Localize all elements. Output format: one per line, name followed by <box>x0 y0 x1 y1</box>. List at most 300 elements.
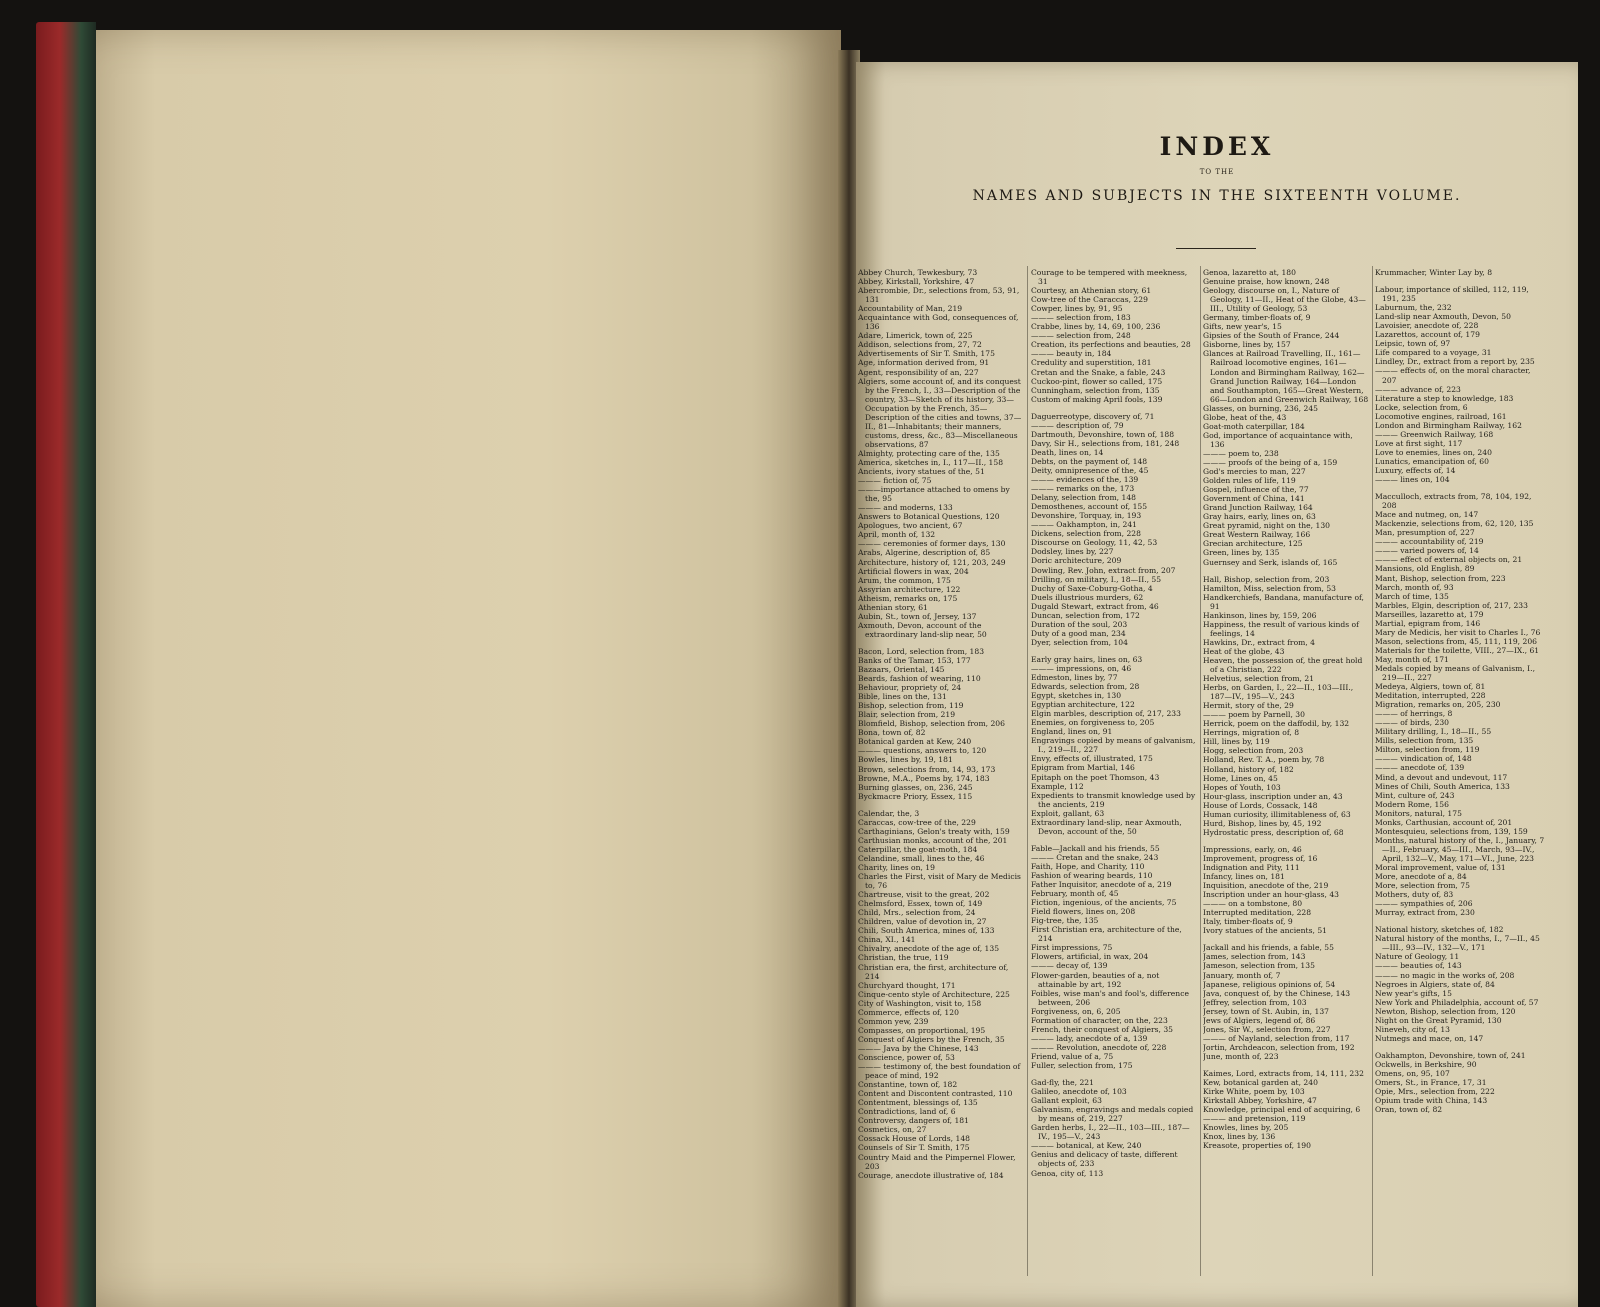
index-entry: Goat-moth caterpillar, 184 <box>1203 421 1305 431</box>
index-entry: Father Inquisitor, anecdote of a, 219 <box>1031 880 1172 890</box>
index-entry: Dickens, selection from, 228 <box>1031 529 1141 539</box>
index-entry: Fuller, selection from, 175 <box>1031 1060 1133 1070</box>
index-entry: Lindley, Dr., extract from a report by, 235 <box>1375 357 1535 367</box>
index-entry: Murray, extract from, 230 <box>1375 908 1475 918</box>
index-entry: Oakhampton, Devonshire, town of, 241 <box>1375 1050 1526 1060</box>
index-entry: Jones, Sir W., selection from, 227 <box>1203 1024 1331 1034</box>
index-entry: Grecian architecture, 125 <box>1203 539 1303 549</box>
index-entry: Dartmouth, Devonshire, town of, 188 <box>1031 429 1175 439</box>
index-entry: Green, lines by, 135 <box>1203 548 1280 558</box>
index-entry: Land-slip near Axmouth, Devon, 50 <box>1375 312 1511 322</box>
index-entry: Mothers, duty of, 83 <box>1375 890 1454 900</box>
index-entry: Botanical garden at Kew, 240 <box>858 737 972 747</box>
index-entry: Duty of a good man, 234 <box>1031 628 1126 638</box>
index-entry: Genius and delicacy of taste, different objects of, 233 <box>1031 1150 1178 1169</box>
index-entry: Brown, selections from, 14, 93, 173 <box>858 764 996 774</box>
index-entry: ——— selection from, 248 <box>1031 331 1131 341</box>
index-entry: Herrings, migration of, 8 <box>1203 728 1300 738</box>
index-to-the: TO THE <box>1199 168 1235 176</box>
index-entry: Negroes in Algiers, state of, 84 <box>1375 979 1495 989</box>
index-entry: Chartreuse, visit to the great, 202 <box>858 890 990 900</box>
book-cover-edge <box>36 22 96 1307</box>
index-entry: Calendar, the, 3 <box>858 808 920 818</box>
index-entry: Fig-tree, the, 135 <box>1031 916 1099 926</box>
index-entry: Edmeston, lines by, 77 <box>1031 673 1118 683</box>
index-entry: ——— ceremonies of former days, 130 <box>858 539 1006 549</box>
index-entry: Knox, lines by, 136 <box>1203 1132 1276 1142</box>
index-entry: Monks, Carthusian, account of, 201 <box>1375 817 1513 827</box>
index-entry: Discourse on Geology, 11, 42, 53 <box>1031 538 1158 548</box>
index-entry: Newton, Bishop, selection from, 120 <box>1375 1006 1516 1016</box>
index-entry: Mary de Medicis, her visit to Charles I., 76 <box>1375 627 1541 637</box>
index-entry: Duration of the soul, 203 <box>1031 619 1128 629</box>
index-entry: French, their conquest of Algiers, 35 <box>1031 1024 1173 1034</box>
index-entry: Hamilton, Miss, selection from, 53 <box>1203 583 1337 593</box>
index-entry: ——— of Nayland, selection from, 117 <box>1203 1033 1350 1043</box>
index-entry: Months, natural history of the, I., January, 7—II., February, 45—III., March, 93—IV., April, 132—V., May, 171—VI., June, 223 <box>1375 835 1545 863</box>
index-entry: Atheism, remarks on, 175 <box>858 593 958 603</box>
index-entry: Flower-garden, beauties of a, not attainable by art, 192 <box>1031 970 1160 989</box>
index-entry: Galvanism, engravings and medals copied by means of, 219, 227 <box>1031 1105 1194 1124</box>
left-page <box>96 30 841 1307</box>
index-entry: Kirke White, poem by, 103 <box>1203 1087 1305 1097</box>
index-entry: Epitaph on the poet Thomson, 43 <box>1031 772 1160 782</box>
index-entry: Cow-tree of the Caraccas, 229 <box>1031 295 1148 305</box>
index-entry: Faith, Hope, and Charity, 110 <box>1031 861 1145 871</box>
index-entry: Kreasote, properties of, 190 <box>1203 1141 1311 1151</box>
index-entry: Jameson, selection from, 135 <box>1203 961 1315 971</box>
index-entry: Field flowers, lines on, 208 <box>1031 907 1136 917</box>
index-entry: Drilling, on military, I., 18—II., 55 <box>1031 574 1162 584</box>
index-entry: ——— evidences of the, 139 <box>1031 475 1139 485</box>
index-entry: Mint, culture of, 243 <box>1375 790 1455 800</box>
index-entry: Hermit, story of the, 29 <box>1203 701 1294 711</box>
index-entry: ——— beauties of, 143 <box>1375 961 1462 971</box>
index-entry: Beards, fashion of wearing, 110 <box>858 674 981 684</box>
right-page <box>856 62 1578 1307</box>
index-entry: Fable—Jackall and his friends, 55 <box>1031 843 1160 853</box>
index-entry: New year's gifts, 15 <box>1375 988 1452 998</box>
index-entry: Bacon, Lord, selection from, 183 <box>858 646 985 656</box>
index-entry: Inscription under an hour-glass, 43 <box>1203 890 1339 900</box>
index-entry: Edwards, selection from, 28 <box>1031 682 1140 692</box>
index-entry: Commerce, effects of, 120 <box>858 1007 959 1017</box>
index-entry: Arabs, Algerine, description of, 85 <box>858 548 991 558</box>
index-entry: Lunatics, emancipation of, 60 <box>1375 456 1489 466</box>
index-entry: Impressions, early, on, 46 <box>1203 844 1302 854</box>
index-entry: ——— questions, answers to, 120 <box>858 746 987 756</box>
index-entry: ——— anecdote of, 139 <box>1375 763 1465 773</box>
index-entry: First impressions, 75 <box>1031 943 1113 953</box>
index-entry: Nature of Geology, 11 <box>1375 952 1460 962</box>
index-entry: Glances at Railroad Travelling, II., 161—Railroad locomotive engines, 161—London and Birmingham Railway, 162—Grand Junction Railway, 164—London and Southampton, 165—Great Western, 66—London and Greenwich Railway, 168 <box>1203 349 1369 404</box>
index-entry: Genoa, city of, 113 <box>1031 1168 1104 1178</box>
index-entry: Labour, importance of skilled, 112, 119, 191, 235 <box>1375 285 1529 304</box>
index-entry: Hydrostatic press, description of, 68 <box>1203 827 1344 837</box>
index-entry: Omers, St., in France, 17, 31 <box>1375 1078 1487 1088</box>
index-entry: ——— lines on, 104 <box>1375 475 1450 485</box>
index-entry: Controversy, dangers of, 181 <box>858 1116 969 1126</box>
index-entry: Dowling, Rev. John, extract from, 207 <box>1031 565 1176 575</box>
index-entry: Herrick, poem on the daffodil, by, 132 <box>1203 719 1350 729</box>
index-entry: Moral improvement, value of, 131 <box>1375 863 1506 872</box>
index-entry: Hankinson, lines by, 159, 206 <box>1203 610 1317 620</box>
index-entry: Expedients to transmit knowledge used by the ancients, 219 <box>1031 790 1196 809</box>
index-entry: Example, 112 <box>1031 781 1084 791</box>
index-entry: Jews of Algiers, legend of, 86 <box>1203 1015 1316 1025</box>
index-entry: Opie, Mrs., selection from, 222 <box>1375 1087 1495 1097</box>
index-entry: Exploit, gallant, 63 <box>1031 808 1105 818</box>
index-entry: Duels illustrious murders, 62 <box>1031 592 1144 602</box>
index-entry: Athenian story, 61 <box>858 602 928 612</box>
index-entry: Jackall and his friends, a fable, 55 <box>1203 943 1334 953</box>
index-letter-gap <box>1031 404 1197 412</box>
index-entry: ——— selection from, 183 <box>1031 313 1131 323</box>
index-entry: Age, information derived from, 91 <box>858 358 990 368</box>
index-entry: ——— sympathies of, 206 <box>1375 899 1473 909</box>
column-rule <box>1372 266 1373 1276</box>
index-entry: Literature a step to knowledge, 183 <box>1375 393 1514 403</box>
index-entry: Devonshire, Torquay, in, 193 <box>1031 511 1142 521</box>
column-rule <box>1200 266 1201 1276</box>
index-entry: Globe, heat of the, 43 <box>1203 412 1287 422</box>
index-entry: Gad-fly, the, 221 <box>1031 1078 1094 1088</box>
index-entry: Holland, history of, 182 <box>1203 764 1294 774</box>
index-entry: Artificial flowers in wax, 204 <box>858 566 969 576</box>
index-entry: House of Lords, Cossack, 148 <box>1203 800 1318 810</box>
index-entry: ——— and pretension, 119 <box>1203 1114 1306 1124</box>
index-entry: Friend, value of a, 75 <box>1031 1051 1114 1061</box>
index-entry: God's mercies to man, 227 <box>1203 467 1306 477</box>
index-entry: Compasses, on proportional, 195 <box>858 1025 986 1035</box>
index-entry: Demosthenes, account of, 155 <box>1031 502 1148 512</box>
index-entry: Great pyramid, night on the, 130 <box>1203 521 1330 531</box>
index-entry: ——— effect of external objects on, 21 <box>1375 555 1523 565</box>
index-entry: Contentment, blessings of, 135 <box>858 1098 978 1108</box>
index-entry: Enemies, on forgiveness to, 205 <box>1031 718 1155 728</box>
index-entry: Interrupted meditation, 228 <box>1203 908 1312 918</box>
index-entry: Knowles, lines by, 205 <box>1203 1123 1289 1133</box>
index-entry: ——— vindication of, 148 <box>1375 754 1472 764</box>
index-entry: February, month of, 45 <box>1031 889 1119 899</box>
index-entry: Geology, discourse on, I., Nature of Geology, 11—II., Heat of the Globe, 43—III., Utility of Geology, 53 <box>1203 286 1366 314</box>
index-entry: ——— effects of, on the moral character, 207 <box>1375 366 1531 385</box>
index-entry: Christian, the true, 119 <box>858 953 949 963</box>
index-entry: Cinque-cento style of Architecture, 225 <box>858 989 1010 999</box>
index-entry: Great Western Railway, 166 <box>1203 530 1311 540</box>
index-entry: Charity, lines on, 19 <box>858 863 935 872</box>
index-entry: Charles the First, visit of Mary de Medicis to, 76 <box>858 872 1021 891</box>
index-entry: Milton, selection from, 119 <box>1375 745 1480 755</box>
index-entry: ——— Java by the Chinese, 143 <box>858 1043 979 1053</box>
index-entry: Hour-glass, inscription under an, 43 <box>1203 791 1343 801</box>
index-entry: Christian era, the first, architecture of, 214 <box>858 962 1009 981</box>
index-entry: Constantine, town of, 182 <box>858 1080 958 1090</box>
index-entry: Handkerchiefs, Bandana, manufacture of, 91 <box>1203 592 1364 611</box>
index-entry: City of Washington, visit to, 158 <box>858 998 982 1008</box>
index-entry: Fashion of wearing beards, 110 <box>1031 871 1153 880</box>
index-entry: Duchy of Saxe-Coburg-Gotha, 4 <box>1031 583 1153 593</box>
index-entry: Italy, timber-floats of, 9 <box>1203 917 1293 927</box>
index-entry: Heat of the globe, 43 <box>1203 646 1285 656</box>
index-entry: Addison, selections from, 27, 72 <box>858 340 982 350</box>
index-entry: Custom of making April fools, 139 <box>1031 394 1163 404</box>
index-entry: ——— Oakhampton, in, 241 <box>1031 520 1138 530</box>
index-entry: Man, presumption of, 227 <box>1375 528 1475 538</box>
index-entry: Child, Mrs., selection from, 24 <box>858 908 976 918</box>
index-entry: Hall, Bishop, selection from, 203 <box>1203 574 1330 584</box>
index-entry: Egyptian architecture, 122 <box>1031 700 1135 710</box>
index-entry: Chivalry, anecdote of the age of, 135 <box>858 944 1000 954</box>
index-entry: Conscience, power of, 53 <box>858 1052 955 1062</box>
index-letter-gap <box>1031 647 1197 655</box>
index-entry: Counsels of Sir T. Smith, 175 <box>858 1143 970 1153</box>
index-entry: Courage to be tempered with meekness, 31 <box>1031 268 1188 287</box>
index-entry: ——— poem to, 238 <box>1203 448 1279 458</box>
index-entry: Adare, Limerick, town of, 225 <box>858 331 973 341</box>
index-entry: Crabbe, lines by, 14, 69, 100, 236 <box>1031 322 1161 332</box>
index-entry: Elgin marbles, description of, 217, 233 <box>1031 709 1181 719</box>
index-entry: Java, conquest of, by the Chinese, 143 <box>1203 988 1351 998</box>
index-entry: Cuckoo-pint, flower so called, 175 <box>1031 376 1163 386</box>
index-entry: Modern Rome, 156 <box>1375 799 1449 809</box>
index-entry: Cossack House of Lords, 148 <box>858 1134 970 1144</box>
index-entry: Children, value of devotion in, 27 <box>858 917 987 927</box>
index-entry: ——— decay of, 139 <box>1031 961 1108 971</box>
index-entry: Locomotive engines, railroad, 161 <box>1375 411 1507 421</box>
index-entry: Cowper, lines by, 91, 95 <box>1031 304 1123 314</box>
index-entry: ——— no magic in the works of, 208 <box>1375 970 1515 980</box>
index-entry: Night on the Great Pyramid, 130 <box>1375 1015 1502 1025</box>
index-entry: Meditation, interrupted, 228 <box>1375 691 1486 701</box>
index-entry: Medals copied by means of Galvanism, I., 219—II., 227 <box>1375 663 1535 683</box>
index-entry: Blomfield, Bishop, selection from, 206 <box>858 719 1005 729</box>
index-entry: Death, lines on, 14 <box>1031 447 1104 457</box>
index-entry: Davy, Sir H., selections from, 181, 248 <box>1031 438 1180 448</box>
index-entry: Nutmegs and mace, on, 147 <box>1375 1033 1484 1043</box>
index-entry: Materials for the toilette, VIII., 27—IX., 61 <box>1375 645 1540 655</box>
index-entry: Mason, selections from, 45, 111, 119, 206 <box>1375 636 1537 646</box>
index-entry: Credulity and superstition, 181 <box>1031 358 1152 368</box>
index-entry: Forgiveness, on, 6, 205 <box>1031 1006 1121 1016</box>
index-entry: Human curiosity, illimitableness of, 63 <box>1203 809 1351 819</box>
index-entry: Luxury, effects of, 14 <box>1375 465 1456 475</box>
index-entry: Genoa, lazaretto at, 180 <box>1203 268 1296 277</box>
index-entry: First Christian era, architecture of the, 214 <box>1031 925 1182 944</box>
header-rule <box>1176 248 1256 249</box>
index-entry: March of time, 135 <box>1375 591 1449 601</box>
index-entry: Genuine praise, how known, 248 <box>1203 277 1330 287</box>
index-letter-gap <box>1203 1061 1369 1069</box>
index-entry: Germany, timber-floats of, 9 <box>1203 313 1311 323</box>
index-entry: Doric architecture, 209 <box>1031 556 1122 566</box>
index-entry: ——— impressions, on, 46 <box>1031 663 1132 673</box>
index-entry: Agent, responsibility of an, 227 <box>858 367 979 377</box>
index-entry: ——— of birds, 230 <box>1375 718 1449 728</box>
index-entry: ——— testimony of, the best foundation of peace of mind, 192 <box>858 1062 1021 1081</box>
index-entry: Deity, omnipresence of the, 45 <box>1031 465 1149 475</box>
index-entry: Chelmsford, Essex, town of, 149 <box>858 899 983 909</box>
index-subtitle: NAMES AND SUBJECTS IN THE SIXTEENTH VOLUME. <box>972 188 1462 204</box>
index-entry: ——— remarks on the, 173 <box>1031 484 1135 494</box>
index-entry: Locke, selection from, 6 <box>1375 402 1468 412</box>
index-entry: Acquaintance with God, consequences of, 136 <box>858 313 1019 332</box>
index-letter-gap <box>1375 277 1545 285</box>
index-entry: ——— Revolution, anecdote of, 228 <box>1031 1042 1167 1052</box>
index-entry: Dyer, selection from, 104 <box>1031 637 1128 647</box>
index-entry: National history, sketches of, 182 <box>1375 925 1504 935</box>
index-letter-gap <box>1031 1070 1197 1078</box>
index-entry: Kew, botanical garden at, 240 <box>1203 1078 1318 1088</box>
index-entry: Assyrian architecture, 122 <box>858 584 961 594</box>
index-entry: ——— Cretan and the snake, 243 <box>1031 852 1159 862</box>
index-entry: Mant, Bishop, selection from, 223 <box>1375 573 1506 583</box>
index-entry: ——— varied powers of, 14 <box>1375 546 1479 556</box>
index-entry: Gallant exploit, 63 <box>1031 1096 1102 1106</box>
index-column-2 <box>1031 268 1197 1288</box>
index-entry: Happiness, the result of various kinds of feelings, 14 <box>1203 619 1359 638</box>
index-entry: Marbles, Elgin, description of, 217, 233 <box>1375 600 1528 610</box>
index-entry: Gospel, influence of the, 77 <box>1203 485 1309 495</box>
index-entry: Accountability of Man, 219 <box>858 304 963 314</box>
index-entry: Lavoisier, anecdote of, 228 <box>1375 321 1479 331</box>
index-entry: ——— fiction of, 75 <box>858 476 932 486</box>
index-entry: Contradictions, land of, 6 <box>858 1107 956 1117</box>
index-entry: Indignation and Pity, 111 <box>1203 863 1300 872</box>
index-entry: Mines of Chili, South America, 133 <box>1375 781 1510 791</box>
index-entry: Gray hairs, early, lines on, 63 <box>1203 512 1316 522</box>
index-entry: Holland, Rev. T. A., poem by, 78 <box>1203 755 1325 765</box>
index-entry: Japanese, religious opinions of, 54 <box>1203 979 1336 989</box>
index-entry: James, selection from, 143 <box>1203 952 1306 962</box>
index-entry: Early gray hairs, lines on, 63 <box>1031 654 1143 664</box>
index-entry: Duncan, selection from, 172 <box>1031 610 1140 620</box>
index-entry: Caraccas, cow-tree of the, 229 <box>858 817 976 827</box>
index-entry: Galileo, anecdote of, 103 <box>1031 1087 1127 1097</box>
index-entry: ——— botanical, at Kew, 240 <box>1031 1141 1142 1151</box>
index-entry: Gisborne, lines by, 157 <box>1203 340 1291 350</box>
index-entry: Opium trade with China, 143 <box>1375 1096 1488 1106</box>
index-entry: Bishop, selection from, 119 <box>858 701 964 711</box>
index-entry: Hurd, Bishop, lines by, 45, 192 <box>1203 818 1322 828</box>
index-entry: Infancy, lines on, 181 <box>1203 872 1285 882</box>
index-entry: Epigram from Martial, 146 <box>1031 763 1135 773</box>
index-entry: Golden rules of life, 119 <box>1203 476 1296 486</box>
index-entry: Answers to Botanical Questions, 120 <box>858 512 1000 522</box>
index-entry: Natural history of the months, I., 7—II., 45—III., 93—IV., 132—V., 171 <box>1375 934 1540 953</box>
index-entry: Omens, on, 95, 107 <box>1375 1068 1450 1078</box>
index-entry: Daguerreotype, discovery of, 71 <box>1031 411 1155 421</box>
index-entry: Flowers, artificial, in wax, 204 <box>1031 952 1149 962</box>
index-entry: Cunningham, selection from, 135 <box>1031 385 1160 395</box>
index-entry: Engravings copied by means of galvanism, I., 219—II., 227 <box>1031 736 1196 755</box>
index-entry: Byckmacre Priory, Essex, 115 <box>858 791 973 801</box>
index-letter-gap <box>1203 935 1369 943</box>
index-entry: Fiction, ingenious, of the ancients, 75 <box>1031 898 1177 908</box>
index-entry: Lazarettos, account of, 179 <box>1375 330 1480 340</box>
index-entry: Dugald Stewart, extract from, 46 <box>1031 601 1159 611</box>
index-entry: Banks of the Tamar, 153, 177 <box>858 655 971 665</box>
index-entry: Behaviour, propriety of, 24 <box>858 683 962 693</box>
index-entry: Bona, town of, 82 <box>858 728 926 738</box>
index-entry: March, month of, 93 <box>1375 582 1454 592</box>
index-entry: Macculloch, extracts from, 78, 104, 192, 208 <box>1375 492 1532 511</box>
index-entry: Ancients, ivory statues of the, 51 <box>858 467 985 477</box>
index-letter-gap <box>1031 836 1197 844</box>
index-entry: Egypt, sketches in, 130 <box>1031 691 1122 701</box>
index-entry: America, sketches in, I., 117—II., 158 <box>858 457 1004 467</box>
index-entry: Monitors, natural, 175 <box>1375 808 1462 818</box>
index-entry: Conquest of Algiers by the French, 35 <box>858 1034 1005 1044</box>
index-entry: Guernsey and Serk, islands of, 165 <box>1203 557 1338 567</box>
index-entry: Jeffrey, selection from, 103 <box>1203 997 1307 1007</box>
index-entry: Jortin, Archdeacon, selection from, 192 <box>1203 1042 1355 1052</box>
column-rule <box>1027 266 1028 1276</box>
index-entry: ——— advance of, 223 <box>1375 384 1461 394</box>
index-entry: Carthusian monks, account of the, 201 <box>858 835 1008 845</box>
index-entry: Content and Discontent contrasted, 110 <box>858 1089 1013 1099</box>
index-entry: Love at first sight, 117 <box>1375 438 1463 448</box>
index-entry: Migration, remarks on, 205, 230 <box>1375 700 1501 710</box>
index-entry: Improvement, progress of, 16 <box>1203 853 1318 863</box>
index-entry: Inquisition, anecdote of the, 219 <box>1203 881 1329 891</box>
index-letter-gap <box>1375 484 1545 492</box>
index-entry: England, lines on, 91 <box>1031 727 1113 737</box>
index-letter-gap <box>1203 837 1369 845</box>
index-entry: Kaimes, Lord, extracts from, 14, 111, 232 <box>1203 1068 1364 1078</box>
index-entry: Arum, the common, 175 <box>858 575 951 585</box>
index-entry: Formation of character, on the, 223 <box>1031 1015 1168 1025</box>
index-entry: Montesquieu, selections from, 139, 159 <box>1375 826 1528 836</box>
index-entry: China, XI., 141 <box>858 935 916 945</box>
index-entry: Leipsic, town of, 97 <box>1375 339 1451 349</box>
index-entry: Kirkstall Abbey, Yorkshire, 47 <box>1203 1096 1317 1106</box>
index-entry: Jersey, town of St. Aubin, in, 137 <box>1203 1006 1329 1016</box>
index-entry: Abbey, Kirkstall, Yorkshire, 47 <box>858 277 975 287</box>
index-entry: Ivory statues of the ancients, 51 <box>1203 926 1327 936</box>
index-column-4 <box>1375 268 1545 1288</box>
index-entry: Creation, its perfections and beauties, 28 <box>1031 340 1191 350</box>
index-entry: Churchyard thought, 171 <box>858 980 956 990</box>
index-entry: Delany, selection from, 148 <box>1031 493 1136 503</box>
index-letter-gap <box>1203 567 1369 575</box>
index-entry: Common yew, 239 <box>858 1016 929 1026</box>
index-entry: Aubin, St., town of, Jersey, 137 <box>858 611 977 621</box>
index-entry: More, selection from, 75 <box>1375 881 1470 891</box>
index-entry: Krummacher, Winter Lay by, 8 <box>1375 268 1493 277</box>
index-entry: June, month of, 223 <box>1203 1051 1279 1061</box>
index-entry: Mackenzie, selections from, 62, 120, 135 <box>1375 519 1534 529</box>
index-entry: Celandine, small, lines to the, 46 <box>858 853 985 863</box>
index-entry: Cretan and the Snake, a fable, 243 <box>1031 367 1166 377</box>
index-entry: Mind, a devout and undevout, 117 <box>1375 772 1508 782</box>
index-entry: God, importance of acquaintance with, 136 <box>1203 430 1353 449</box>
index-entry: Ockwells, in Berkshire, 90 <box>1375 1059 1477 1069</box>
index-entry: ——— poem by Parnell, 30 <box>1203 710 1305 720</box>
index-entry: Cosmetics, on, 27 <box>858 1125 927 1135</box>
index-entry: Browne, M.A., Poems by, 174, 183 <box>858 773 990 783</box>
index-entry: Abercrombie, Dr., selections from, 53, 91, 131 <box>858 286 1020 305</box>
index-entry: Mace and nutmeg, on, 147 <box>1375 510 1479 520</box>
index-entry: Gifts, new year's, 15 <box>1203 322 1282 332</box>
index-entry: Hopes of Youth, 103 <box>1203 782 1281 792</box>
index-entry: ——— lady, anecdote of a, 139 <box>1031 1033 1148 1043</box>
index-column-1 <box>858 268 1024 1288</box>
index-entry: Mills, selection from, 135 <box>1375 736 1474 746</box>
index-entry: May, month of, 171 <box>1375 654 1449 664</box>
index-entry: April, month of, 132 <box>858 530 936 540</box>
index-entry: ——— description of, 79 <box>1031 420 1124 430</box>
